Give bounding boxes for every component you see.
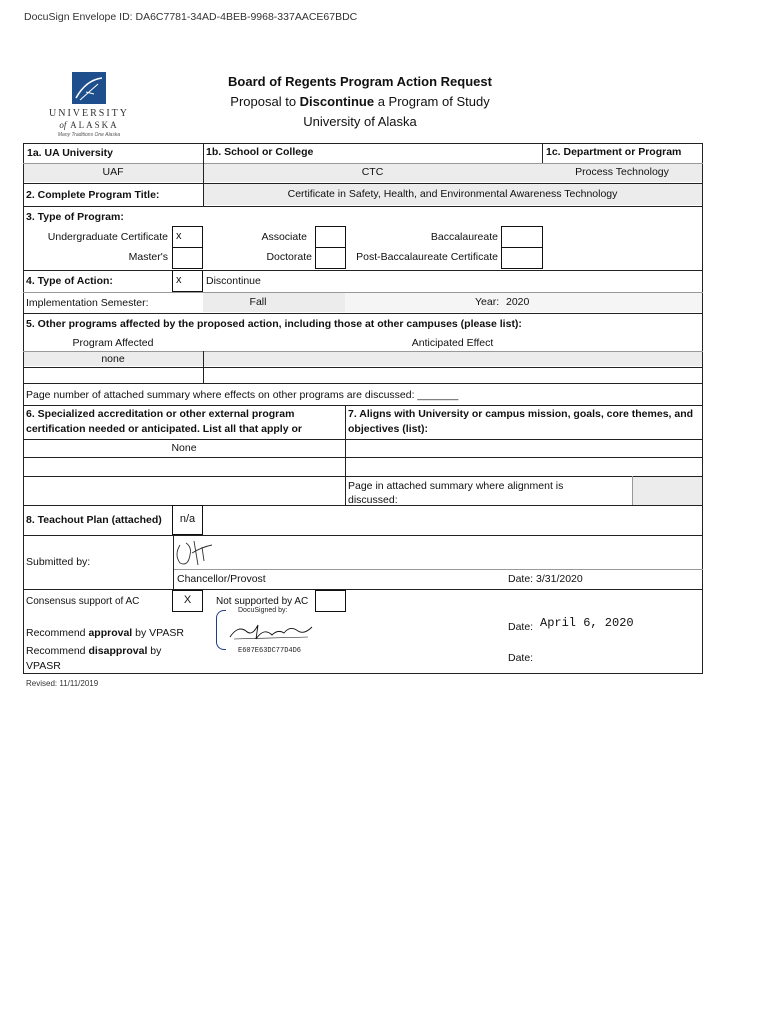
school-college-value: CTC bbox=[361, 166, 384, 178]
form-title: Board of Regents Program Action Request bbox=[228, 74, 492, 89]
logo-tagline: Many Traditions One Alaska bbox=[57, 132, 121, 138]
discontinue-checkbox[interactable]: x bbox=[172, 270, 203, 292]
logo-alaska: ALASKA bbox=[70, 120, 119, 130]
alignment-page-label-2: discussed: bbox=[348, 494, 398, 506]
implementation-semester-label: Implementation Semester: bbox=[26, 297, 149, 309]
implementation-semester-value: Fall bbox=[249, 296, 267, 308]
teachout-plan-label: 8. Teachout Plan (attached) bbox=[26, 514, 162, 526]
docusign-id: E607E63DC77D4D6 bbox=[238, 647, 302, 655]
school-college-label: 1b. School or College bbox=[206, 146, 314, 158]
submitted-by-label: Submitted by: bbox=[26, 556, 91, 568]
post-bacc-label: Post-Baccalaureate Certificate bbox=[356, 251, 498, 263]
alignment-page-label-1: Page in attached summary where alignment is bbox=[348, 480, 564, 492]
department-program-label: 1c. Department or Program bbox=[546, 146, 682, 158]
undergrad-cert-label: Undergraduate Certificate bbox=[47, 231, 168, 243]
logo-of: of bbox=[59, 120, 67, 130]
alignment-label-2: objectives (list): bbox=[348, 423, 428, 435]
recommend-disapproval-label: Recommend disapproval by bbox=[26, 645, 162, 657]
doctorate-checkbox[interactable] bbox=[315, 247, 346, 269]
consensus-label: Consensus support of AC bbox=[26, 596, 140, 607]
anticipated-effect-header: Anticipated Effect bbox=[411, 337, 494, 349]
approval-date-label: Date: bbox=[508, 621, 534, 633]
masters-label: Master's bbox=[128, 251, 168, 263]
docusigned-label: DocuSigned by: bbox=[238, 607, 288, 614]
teachout-plan-value: n/a bbox=[172, 505, 203, 535]
department-program-value: Process Technology bbox=[575, 166, 669, 178]
accreditation-label-1: 6. Specialized accreditation or other external program bbox=[26, 408, 295, 420]
envelope-id: DocuSign Envelope ID: DA6C7781-34AD-4BEB-9968-337AACE67BDC bbox=[24, 11, 358, 23]
vpasr-signature bbox=[228, 617, 314, 643]
recommend-approval-label: Recommend approval by VPASR bbox=[26, 627, 184, 639]
undergrad-cert-checkbox[interactable]: x bbox=[172, 226, 203, 248]
baccalaureate-checkbox[interactable] bbox=[501, 226, 543, 248]
form-org: University of Alaska bbox=[303, 114, 417, 129]
year-label: Year: bbox=[475, 296, 500, 308]
post-bacc-checkbox[interactable] bbox=[501, 247, 543, 269]
baccalaureate-label: Baccalaureate bbox=[430, 231, 498, 243]
form-subtitle: Proposal to Discontinue a Program of Study bbox=[230, 94, 490, 109]
disapproval-date-label: Date: bbox=[508, 652, 534, 664]
revised-date: Revised: 11/11/2019 bbox=[26, 679, 99, 688]
not-supported-label: Not supported by AC bbox=[216, 596, 309, 607]
not-supported-checkbox[interactable] bbox=[315, 590, 346, 612]
year-value: 2020 bbox=[506, 296, 530, 308]
submitter-signature bbox=[172, 537, 218, 569]
ua-university-value: UAF bbox=[102, 166, 124, 178]
masters-checkbox[interactable] bbox=[172, 247, 203, 269]
accreditation-label-2: certification needed or anticipated. List all that apply or bbox=[26, 423, 302, 435]
university-logo bbox=[40, 72, 138, 140]
docusign-block bbox=[216, 607, 316, 657]
ua-university-label: 1a. UA University bbox=[27, 147, 113, 159]
type-of-action-label: 4. Type of Action: bbox=[26, 275, 113, 287]
logo-university: UNIVERSITY bbox=[49, 108, 129, 119]
approval-date-value: April 6, 2020 bbox=[540, 616, 634, 630]
type-of-program-label: 3. Type of Program: bbox=[26, 211, 124, 223]
submitter-role: Chancellor/Provost bbox=[177, 573, 266, 585]
doctorate-label: Doctorate bbox=[266, 251, 312, 263]
associate-checkbox[interactable] bbox=[315, 226, 346, 248]
accreditation-value: None bbox=[171, 442, 197, 454]
logo-emblem-icon bbox=[72, 72, 106, 104]
effects-page-note: Page number of attached summary where effects on other programs are discussed: _______ bbox=[26, 389, 459, 401]
program-affected-value: none bbox=[101, 353, 125, 365]
alignment-label-1: 7. Aligns with University or campus mission, goals, core themes, and bbox=[348, 408, 694, 420]
recommend-disapproval-label-2: VPASR bbox=[26, 660, 61, 672]
submitted-date: Date: 3/31/2020 bbox=[508, 573, 583, 585]
consensus-checkbox[interactable]: X bbox=[172, 590, 203, 612]
program-affected-header: Program Affected bbox=[72, 337, 154, 349]
discontinue-label: Discontinue bbox=[206, 275, 261, 287]
program-title-value: Certificate in Safety, Health, and Environmental Awareness Technology bbox=[287, 188, 618, 200]
associate-label: Associate bbox=[261, 231, 307, 243]
program-title-label: 2. Complete Program Title: bbox=[26, 189, 160, 201]
other-programs-label: 5. Other programs affected by the proposed action, including those at other campuses (please list): bbox=[26, 318, 522, 330]
